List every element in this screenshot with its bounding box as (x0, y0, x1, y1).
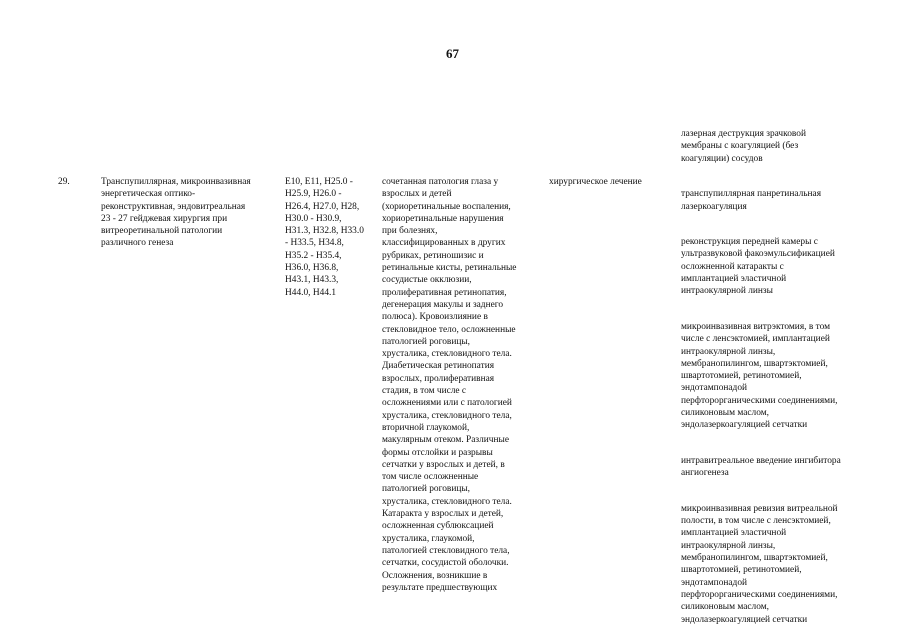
patient-model: сочетанная патология глаза у взрослых и детей (хориоретинальные воспаления, хориоретинальные нарушения при болезнях, классифицированных в других рубриках, ретиношизис и ретинальные кисты, ретинальные сосудистые окклюзии, пролиферативная ретинопатия, дегенерация макулы и заднего полюса). Кровоизлияние в стекловидное тело, осложненные патологией роговицы, хрусталика, стекловидного тела. Диабетическая ретинопатия взрослых, пролиферативная стадия, в том числе с осложнениями или с патологией хрусталика, стекловидного тела, вторичной глаукомой, макулярным отеком. Различные формы отслойки и разрывы сетчатки у взрослых и детей, в том числе осложненные патологией роговицы, хрусталика, стекловидного тела. Катаракта у взрослых и детей, осложненная сублюксацией хрусталика, глаукомой, патологией стекловидного тела, сетчатки, сосудистой оболочки. Осложнения, возникшие в результате предшествующих (382, 177, 517, 593)
page-number: 67 (446, 46, 459, 61)
method-item: интравитреальное введение ингибитора ангиогенеза (681, 455, 841, 479)
method-item: микроинвазивная витрэктомия, в том числе с ленсэктомией, имплантацией интраокулярной линзы, мембранопилингом, швартэктомией, швартотомией, ретинотомией, эндотампонадой перфторорганическими соединениями, силиконовым маслом, эндолазеркоагуляцией сетчатки (681, 321, 838, 431)
treatment-methods (681, 176, 896, 638)
method-item: реконструкция передней камеры с ультразвуковой факоэмульсификацией осложненной катаракты с имплантацией эластичной интраокулярной линзы (681, 237, 835, 297)
row-number: 29. (58, 177, 70, 187)
care-type-name: Транспупиллярная, микроинвазивная энергетическая оптико- реконструктивная, эндовитреальная 23 - 27 гейджевая хирургия при витреоретинальной патологии различного генеза (101, 177, 251, 249)
carryover-method-text: лазерная деструкция зрачковой мембраны с коагуляцией (без коагуляции) сосудов (681, 129, 806, 164)
method-item: транспупиллярная панретинальная лазеркоагуляция (681, 189, 822, 212)
icd-codes: E10, E11, H25.0 - H25.9, H26.0 - H26.4, H27.0, H28, H30.0 - H30.9, H31.3, H32.8, H33.0 - H33.5, H34.8, H35.2 - H35.4, H36.0, H36.8, H43.1, H43.3, H44.0, H44.1 (285, 177, 364, 298)
method-item: микроинвазивная ревизия витреальной полости, в том числе с ленсэктомией, имплантацией эластичной интраокулярной линзы, мембранопилингом, швартэктомией, швартотомией, ретинотомией, эндотампонадой перфторорганическими соединениями, силиконовым маслом, эндолазеркоагуляцией сетчатки (681, 503, 838, 625)
treatment-type: хирургическое лечение (549, 177, 642, 187)
